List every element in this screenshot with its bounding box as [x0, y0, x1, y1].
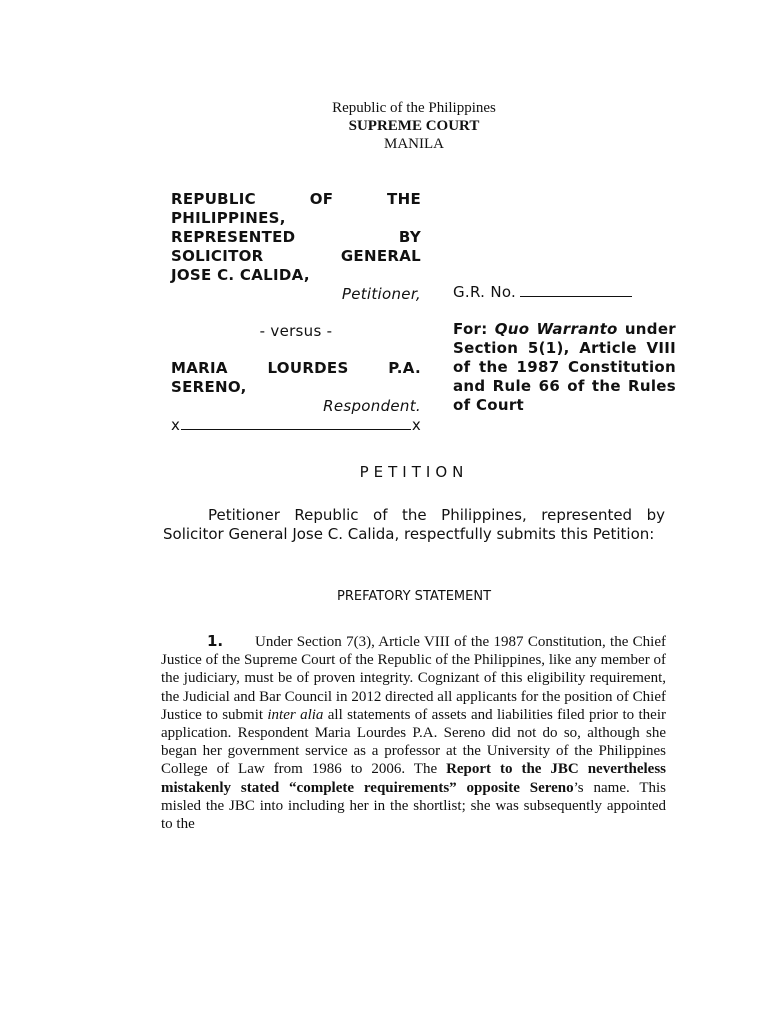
- republic-line: Republic of the Philippines: [332, 100, 496, 116]
- petitioner-line: SOLICITOR GENERAL: [171, 247, 421, 265]
- case-caption-parties: [171, 190, 421, 435]
- respondent-line: SERENO,: [171, 378, 247, 396]
- gr-number-blank: [520, 284, 632, 297]
- versus-label: - versus -: [259, 322, 333, 340]
- petitioner-line: JOSE C. CALIDA,: [171, 266, 310, 284]
- intro-paragraph: Petitioner Republic of the Philippines, represented by Solicitor General Jose C. Calida, respectfully submits this Petition:: [163, 506, 665, 543]
- paragraph-number: 1.: [207, 632, 224, 650]
- document-title: PETITION: [359, 463, 469, 481]
- petitioner-role: Petitioner,: [341, 285, 421, 303]
- petitioner-line: REPUBLIC OF THE: [171, 190, 421, 208]
- caption-close-rule: [171, 416, 421, 435]
- petitioner-line: REPRESENTED BY: [171, 228, 421, 246]
- for-label: For:: [453, 320, 488, 338]
- court-name: SUPREME COURT: [348, 118, 480, 134]
- x-mark-left: x: [171, 416, 181, 434]
- gr-number-field: [453, 283, 676, 302]
- paragraph-1: [161, 632, 666, 833]
- for-rest: under Section 5(1), Article VIII of the 1987 Constitution and Rule 66 of the Rules of Court: [453, 320, 676, 414]
- section-heading: PREFATORY STATEMENT: [336, 589, 492, 604]
- petitioner-line: PHILIPPINES,: [171, 209, 286, 227]
- paragraph-italic: inter alia: [267, 706, 324, 723]
- respondent-line: MARIA LOURDES P.A.: [171, 359, 421, 377]
- respondent-role: Respondent.: [323, 397, 421, 415]
- paragraph-bold: Report to the JBC nevertheless mistakenly stated “complete requirements” opposite Sereno: [161, 761, 666, 796]
- gr-label: G.R. No.: [453, 283, 517, 301]
- nature-of-action: [453, 320, 676, 415]
- caption-rule: [181, 417, 411, 430]
- paragraph-text: all statements of assets and liabilities filed prior to their application. Respondent Maria Lourdes P.A. Sereno did not do so, although she began her government service as a professor at the University of the Philippines College of Law from 1986 to 2006. The: [161, 706, 666, 778]
- city-line: MANILA: [384, 136, 444, 152]
- paragraph-text: ’s name. This misled the JBC into including her in the shortlist; she was subsequently appointed to the: [161, 779, 666, 833]
- paragraph-text: Under Section 7(3), Article VIII of the 1987 Constitution, the Chief Justice of the Supreme Court of the Republic of the Philippines, like any member of the judiciary, must be of proven integrity. Cognizant of this eligibility requirement, the Judicial and Bar Council in 2012 directed all applicants for the position of Chief Justice to submit: [161, 634, 666, 723]
- court-header: [0, 99, 768, 153]
- for-action: Quo Warranto: [494, 320, 618, 338]
- x-mark-right: x: [411, 416, 421, 434]
